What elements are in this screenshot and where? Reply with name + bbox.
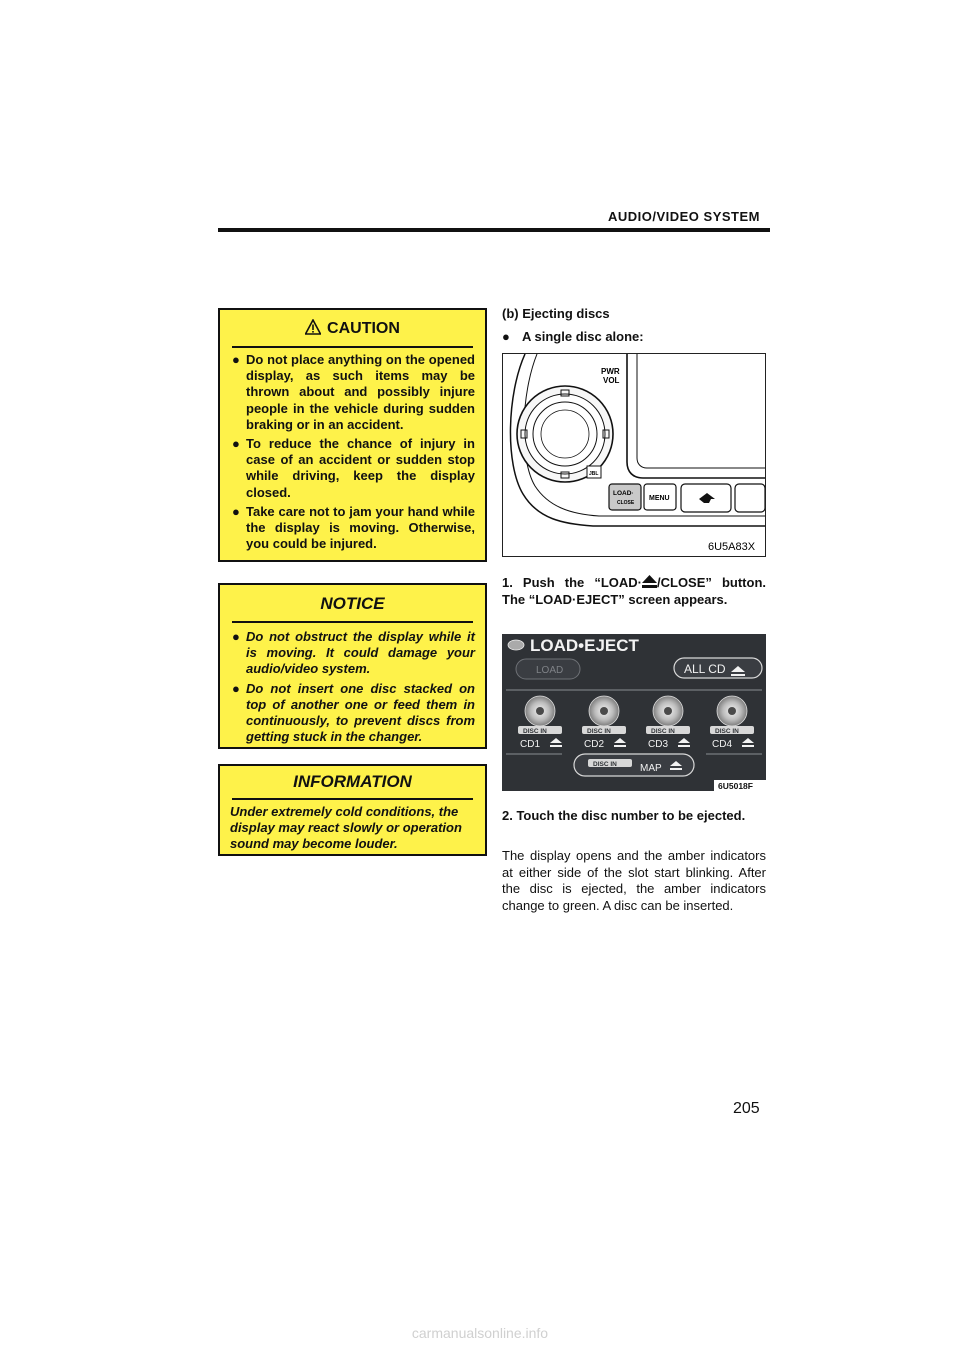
bullet-icon: ● (232, 629, 240, 644)
notice-item: ● Do not insert one disc stacked on top of another one or feed them in continuously, to prevent discs from getting stuck in the changer. (232, 680, 475, 745)
notice-item: ● Do not obstruct the display while it is moving. It could damage your audio/video system. (232, 629, 475, 677)
svg-text:DISC IN: DISC IN (715, 728, 739, 735)
section-title: AUDIO/VIDEO SYSTEM (607, 209, 760, 224)
svg-text:CD4: CD4 (712, 739, 733, 750)
svg-text:MAP: MAP (640, 763, 662, 774)
caution-item: ● Take care not to jam your hand while the display is moving. Otherwise, you could be injured. (232, 503, 475, 552)
page-number: 205 (733, 1100, 760, 1117)
svg-text:CD2: CD2 (584, 739, 605, 750)
caution-divider (232, 346, 473, 348)
step-2: 2. Touch the disc number to be ejected. (502, 808, 746, 823)
figure-code: 6U5018F (718, 781, 753, 791)
bullet-icon: ● (232, 436, 240, 452)
notice-divider (232, 621, 473, 623)
jbl-label: JBL (589, 471, 599, 477)
all-cd-label: ALL CD (684, 662, 726, 676)
caution-list (232, 352, 475, 555)
control-panel-drawing (503, 354, 765, 556)
caution-title: CAUTION (327, 320, 400, 337)
load-eject-drawing (502, 634, 766, 791)
step-1: 1. Push the “LOAD· /CLOSE” button. The “LOAD·EJECT” screen appears. (502, 575, 766, 607)
load-label: LOAD· (613, 490, 634, 497)
caution-item: ● To reduce the chance of injury in case of an accident or sudden stop while driving, keep the display closed. (232, 436, 475, 500)
information-divider (232, 798, 473, 800)
watermark: carmanualsonline.info (411, 1325, 549, 1341)
bullet-icon: ● (232, 352, 240, 367)
description-paragraph: The display opens and the amber indicators at either side of the slot start blinking. After the disc is ejected, the amber indicators change to green. A disc can be inserted. (502, 848, 766, 913)
subheading: (b) Ejecting discs (502, 306, 610, 321)
svg-text:CD1: CD1 (520, 739, 541, 750)
information-body: Under extremely cold conditions, the display may react slowly or operation sound may become louder. (230, 804, 462, 852)
vol-label: VOL (603, 376, 620, 385)
load-eject-screen (502, 634, 766, 791)
notice-title: NOTICE (320, 594, 385, 613)
svg-text:DISC IN: DISC IN (651, 728, 675, 735)
bullet-icon: ● (502, 329, 510, 344)
header-rule (218, 228, 770, 232)
information-box (218, 764, 487, 856)
warning-triangle-icon (305, 319, 321, 335)
caution-heading (220, 319, 485, 338)
notice-list (232, 629, 475, 748)
bullet-icon: ● (232, 503, 240, 519)
load-button-label: LOAD (536, 665, 564, 676)
figure-code: 6U5A83X (708, 541, 756, 553)
screen-title: LOAD•EJECT (530, 636, 639, 655)
caution-item: ● Do not place anything on the opened display, as such items may be thrown about and possibly injure people in the vehicle during sudden braking or in an accident. (232, 352, 475, 432)
eject-icon (642, 575, 657, 588)
svg-text:CD3: CD3 (648, 739, 669, 750)
close-label: CLOSE (617, 500, 635, 506)
map-eject-button[interactable] (574, 754, 694, 776)
caution-box (218, 308, 487, 562)
information-title: INFORMATION (293, 772, 412, 791)
control-panel-illustration (502, 353, 766, 557)
pwr-label: PWR (601, 367, 620, 376)
notice-box (218, 583, 487, 749)
svg-text:DISC IN: DISC IN (593, 761, 617, 768)
menu-label: MENU (649, 495, 670, 502)
svg-text:DISC IN: DISC IN (523, 728, 547, 735)
svg-text:DISC IN: DISC IN (587, 728, 611, 735)
bullet-heading: ● A single disc alone: (502, 329, 644, 344)
bullet-icon: ● (232, 680, 240, 696)
